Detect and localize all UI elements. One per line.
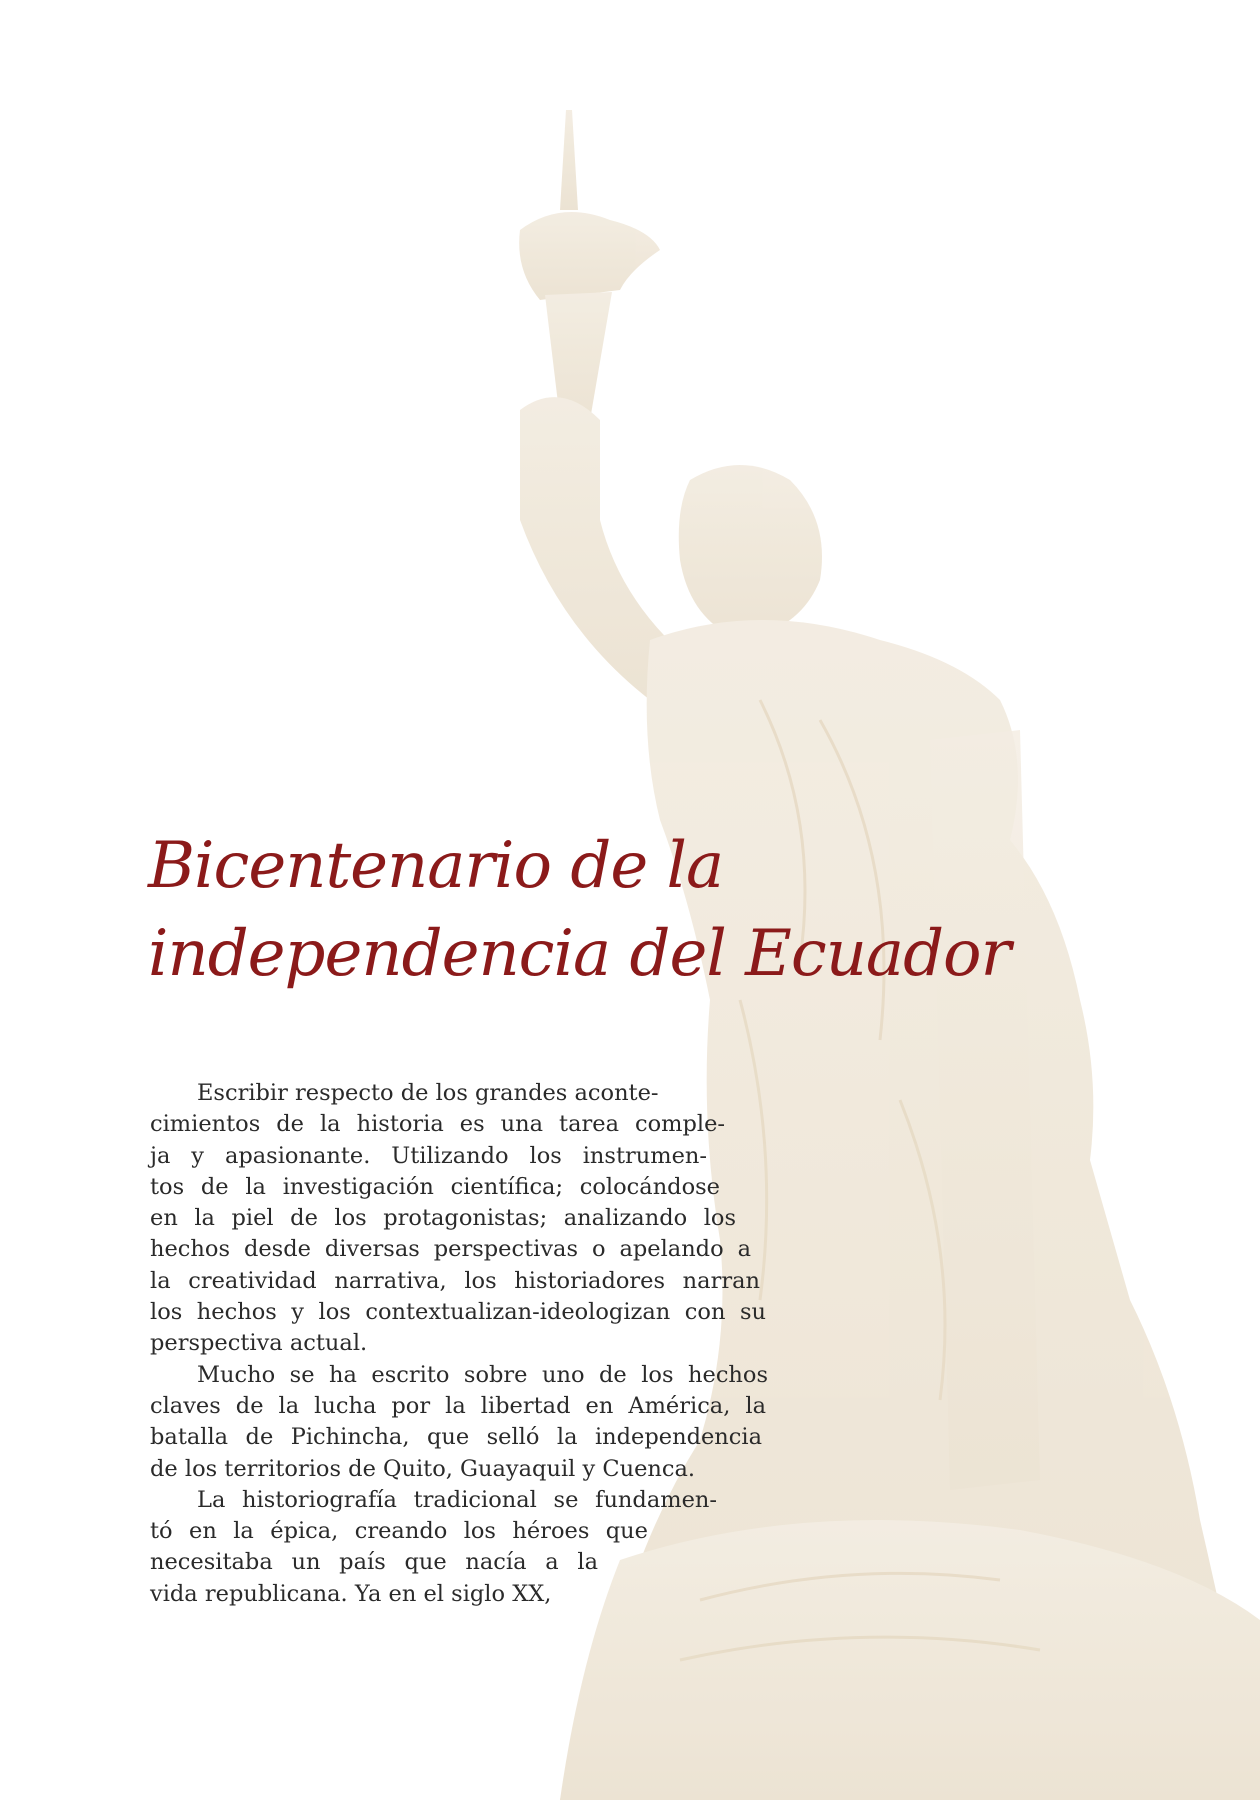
text-line: Escribir respecto de los grandes aconte-	[197, 1080, 659, 1106]
paragraph	[150, 1485, 768, 1610]
body-text	[150, 1078, 768, 1610]
text-line: claves de la lucha por la libertad en América, la	[150, 1392, 766, 1419]
paragraph	[150, 1360, 768, 1485]
paragraph	[150, 1078, 768, 1360]
text-line: en la piel de los protagonistas; analizando los	[150, 1205, 736, 1232]
text-line: perspectiva actual.	[150, 1330, 368, 1357]
text-line: necesitaba un país que nacía a la	[150, 1549, 598, 1576]
text-line: tos de la investigación científica; colocándose	[150, 1173, 720, 1200]
text-line: cimientos de la historia es una tarea comple-	[150, 1111, 725, 1138]
text-line: ja y apasionante. Utilizando los instrumen-	[150, 1142, 707, 1169]
page-title	[148, 822, 1048, 998]
text-line: La historiografía tradicional se fundamen-	[197, 1486, 717, 1513]
text-line: hechos desde diversas perspectivas o apelando a	[150, 1236, 751, 1263]
text-line: la creatividad narrativa, los historiadores narran	[150, 1267, 760, 1294]
text-line: tó en la épica, creando los héroes que	[150, 1518, 648, 1545]
text-line: batalla de Pichincha, que selló la independencia	[150, 1424, 762, 1451]
text-line: Mucho se ha escrito sobre uno de los hechos	[197, 1361, 768, 1388]
title-line-2: independencia del Ecuador	[148, 917, 1011, 991]
text-line: los hechos y los contextualizan-ideologizan con su	[150, 1299, 766, 1326]
text-line: vida republicana. Ya en el siglo XX,	[150, 1580, 552, 1607]
text-line: de los territorios de Quito, Guayaquil y Cuenca.	[150, 1455, 696, 1482]
title-line-1: Bicentenario de la	[148, 829, 724, 903]
